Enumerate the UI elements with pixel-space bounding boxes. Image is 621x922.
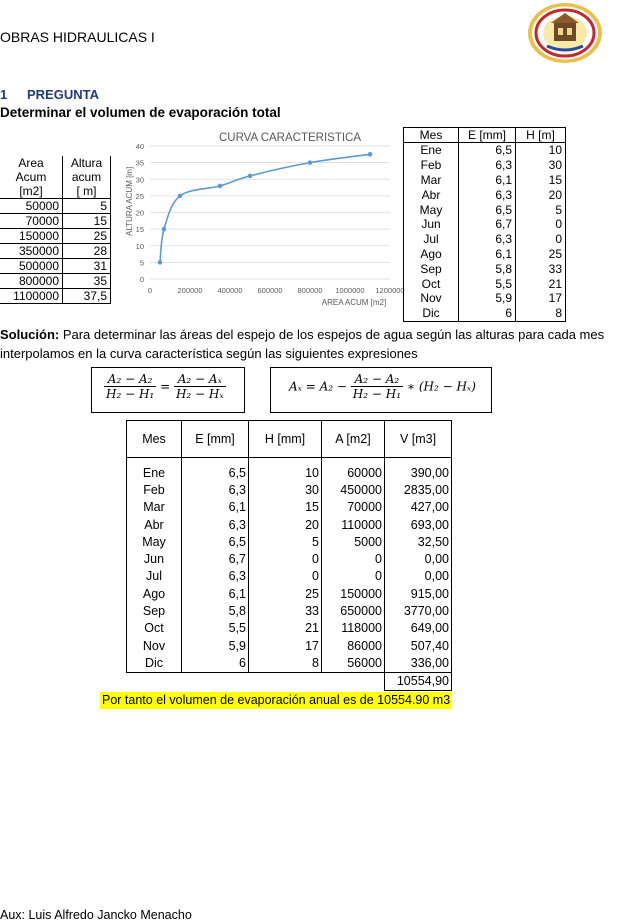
formula-tail: ∗ (H₂ − Hₓ) xyxy=(406,379,476,394)
document-header-title: OBRAS HIDRAULICAS I xyxy=(0,29,155,45)
table-row xyxy=(404,173,566,188)
chart-data-point xyxy=(368,152,373,157)
area-cell: 150000 xyxy=(322,585,385,602)
month-cell: Sep xyxy=(404,261,459,276)
table-row xyxy=(404,291,566,306)
height-cell: 15 xyxy=(249,499,322,516)
chart-ytick-label: 15 xyxy=(135,225,144,235)
table-row xyxy=(404,187,566,202)
chart-ytick-label: 5 xyxy=(139,258,144,268)
chart-data-point xyxy=(248,174,253,179)
area-cell: 118000 xyxy=(322,620,385,637)
chart-ylabel: ALTURA ACUM [m] xyxy=(125,166,134,236)
area-cell: 56000 xyxy=(322,654,385,672)
area-header: Area Acum [m2] xyxy=(0,156,63,199)
chart-xtick-label: 200000 xyxy=(177,286,203,295)
height-cell: 25 xyxy=(249,585,322,602)
volume-cell: 915,00 xyxy=(385,585,452,602)
formula-denominator: H₂ − H₁ xyxy=(352,387,402,401)
chart-xtick-label: 1000000 xyxy=(335,286,365,295)
volume-cell: 32,50 xyxy=(385,533,452,550)
evap-cell: 6,5 xyxy=(182,533,249,550)
evap-cell: 6,5 xyxy=(459,202,516,217)
area-cell: 150000 xyxy=(0,229,63,244)
height-cell: 15 xyxy=(516,173,566,188)
month-cell: May xyxy=(404,202,459,217)
chart-xtick-label: 800000 xyxy=(297,286,323,295)
month-cell: Abr xyxy=(404,187,459,202)
height-cell: 25 xyxy=(63,229,111,244)
evap-cell: 5,9 xyxy=(182,637,249,654)
month-cell: Nov xyxy=(404,291,459,306)
table-row xyxy=(0,289,111,304)
volume-cell: 427,00 xyxy=(385,499,452,516)
empty-cell xyxy=(127,672,182,690)
solution-label: Solución: xyxy=(0,327,60,342)
formula-fraction-right xyxy=(174,372,226,401)
table-row xyxy=(0,259,111,274)
chart-data-point xyxy=(158,260,163,265)
evap-cell: 6,1 xyxy=(182,585,249,602)
total-volume-cell: 10554,90 xyxy=(385,672,452,690)
table-row xyxy=(127,602,452,619)
formula-lhs: Aₓ = A₂ − xyxy=(289,379,347,394)
evap-cell: 6,3 xyxy=(182,481,249,498)
table-row xyxy=(0,214,111,229)
evap-cell: 6,5 xyxy=(459,143,516,158)
chart-ytick-label: 40 xyxy=(135,142,144,151)
e-header: E [mm] xyxy=(459,128,516,143)
table-row xyxy=(0,199,111,214)
table-row xyxy=(127,499,452,516)
empty-cell xyxy=(249,672,322,690)
area-cell: 70000 xyxy=(0,214,63,229)
table-row xyxy=(404,143,566,158)
evap-cell: 5,8 xyxy=(459,261,516,276)
area-cell: 500000 xyxy=(0,259,63,274)
interpolation-formula-box xyxy=(91,367,245,413)
height-cell: 10 xyxy=(249,464,322,481)
solution-text: Para determinar las áreas del espejo de los espejos de agua según las alturas para cada mes interpolamos en la curva característica según las siguientes expresiones xyxy=(0,327,605,361)
height-cell: 15 xyxy=(63,214,111,229)
area-cell: 110000 xyxy=(322,516,385,533)
chart-title: CURVA CARACTERISTICA xyxy=(218,132,362,144)
height-cell: 5 xyxy=(516,202,566,217)
question-subtitle: Determinar el volumen de evaporación total xyxy=(0,105,281,120)
empty-cell xyxy=(322,672,385,690)
evap-cell: 5,8 xyxy=(182,602,249,619)
month-cell: Mar xyxy=(404,173,459,188)
height-cell: 25 xyxy=(516,247,566,262)
chart-ytick-label: 10 xyxy=(135,241,144,251)
month-cell: Dic xyxy=(404,306,459,321)
chart-xtick-label: 600000 xyxy=(257,286,283,295)
evap-cell: 6,3 xyxy=(459,158,516,173)
table-row xyxy=(0,244,111,259)
h-header: H [m] xyxy=(516,128,566,143)
formula-numerator: A₂ − A₂ xyxy=(104,372,156,387)
question-heading: PREGUNTA xyxy=(27,87,99,102)
formula-fraction-left xyxy=(104,372,156,401)
table-row xyxy=(127,568,452,585)
height-cell: 10 xyxy=(516,143,566,158)
area-cell: 450000 xyxy=(322,481,385,498)
area-cell: 1100000 xyxy=(0,289,63,304)
table-row xyxy=(404,232,566,247)
table-row xyxy=(127,481,452,498)
month-cell: Jul xyxy=(404,232,459,247)
height-cell: 0 xyxy=(516,217,566,232)
table-row xyxy=(127,550,452,567)
height-cell: 28 xyxy=(63,244,111,259)
volume-cell: 336,00 xyxy=(385,654,452,672)
table-row xyxy=(127,533,452,550)
height-cell: 31 xyxy=(63,259,111,274)
height-cell: 35 xyxy=(63,274,111,289)
height-cell: 21 xyxy=(516,276,566,291)
area-cell: 70000 xyxy=(322,499,385,516)
formula-denominator: H₂ − Hₓ xyxy=(175,387,224,401)
chart-ytick-label: 20 xyxy=(135,208,144,218)
chart-data-point xyxy=(178,194,183,199)
chart-ytick-label: 30 xyxy=(135,175,144,185)
evap-cell: 6 xyxy=(182,654,249,672)
volume-cell: 390,00 xyxy=(385,464,452,481)
evap-cell: 6,3 xyxy=(459,232,516,247)
chart-xlabel: AREA ACUM [m2] xyxy=(321,298,387,307)
area-cell: 650000 xyxy=(322,602,385,619)
volume-cell: 693,00 xyxy=(385,516,452,533)
height-cell: 30 xyxy=(249,481,322,498)
height-cell: 30 xyxy=(516,158,566,173)
table-row xyxy=(127,585,452,602)
chart-xtick-label: 1200000 xyxy=(375,286,405,295)
formula-numerator: A₂ − Aₓ xyxy=(174,372,226,387)
table-row xyxy=(127,516,452,533)
chart-ytick-label: 0 xyxy=(139,275,144,284)
footer-author: Aux: Luis Alfredo Jancko Menacho xyxy=(0,908,192,922)
chart-ytick-label: 25 xyxy=(135,191,144,201)
height-cell: 20 xyxy=(249,516,322,533)
month-cell: Ene xyxy=(404,143,459,158)
month-cell: Ago xyxy=(404,247,459,262)
volume-cell: 649,00 xyxy=(385,620,452,637)
area-cell: 5000 xyxy=(322,533,385,550)
month-cell: Nov xyxy=(127,637,182,654)
area-cell: 0 xyxy=(322,568,385,585)
volume-cell: 507,40 xyxy=(385,637,452,654)
height-cell: 21 xyxy=(249,620,322,637)
evap-cell: 6,1 xyxy=(459,173,516,188)
monthly-evaporation-table xyxy=(403,127,566,322)
height-cell: 0 xyxy=(516,232,566,247)
height-cell: 8 xyxy=(249,654,322,672)
evap-cell: 6,1 xyxy=(459,247,516,262)
evap-cell: 6,5 xyxy=(182,464,249,481)
evap-cell: 6,7 xyxy=(459,217,516,232)
evap-cell: 5,5 xyxy=(182,620,249,637)
month-cell: Ene xyxy=(127,464,182,481)
vol-e-header: E [mm] xyxy=(182,421,249,458)
evap-cell: 6,3 xyxy=(459,187,516,202)
vol-a-header: A [m2] xyxy=(322,421,385,458)
chart-xtick-label: 400000 xyxy=(217,286,243,295)
month-cell: Jul xyxy=(127,568,182,585)
month-cell: Dic xyxy=(127,654,182,672)
height-cell: 5 xyxy=(63,199,111,214)
chart-data-point xyxy=(162,227,167,232)
table-row xyxy=(404,202,566,217)
month-cell: Abr xyxy=(127,516,182,533)
volume-cell: 0,00 xyxy=(385,568,452,585)
evap-cell: 6,3 xyxy=(182,568,249,585)
characteristic-curve-chart xyxy=(118,126,405,314)
area-height-table xyxy=(0,156,111,304)
chart-xtick-label: 0 xyxy=(147,286,153,295)
month-cell: Ago xyxy=(127,585,182,602)
evap-cell: 6,7 xyxy=(182,550,249,567)
area-cell: 60000 xyxy=(322,464,385,481)
table-row xyxy=(0,274,111,289)
table-row xyxy=(0,229,111,244)
month-cell: Oct xyxy=(404,276,459,291)
area-cell: 86000 xyxy=(322,637,385,654)
chart-data-point xyxy=(308,160,313,165)
chart-series-line xyxy=(160,154,370,262)
chart-data-point xyxy=(218,184,223,189)
formula-denominator: H₂ − H₁ xyxy=(106,387,155,401)
empty-cell xyxy=(182,672,249,690)
evap-cell: 5,5 xyxy=(459,276,516,291)
height-cell: 5 xyxy=(249,533,322,550)
height-cell: 33 xyxy=(249,602,322,619)
table-row xyxy=(404,276,566,291)
height-cell: 8 xyxy=(516,306,566,321)
month-cell: Oct xyxy=(127,620,182,637)
month-cell: Feb xyxy=(404,158,459,173)
height-cell: 0 xyxy=(249,550,322,567)
month-cell: Jun xyxy=(404,217,459,232)
height-cell: 20 xyxy=(516,187,566,202)
height-cell: 17 xyxy=(249,637,322,654)
table-row xyxy=(127,654,452,672)
vol-mes-header: Mes xyxy=(127,421,182,458)
mes-header: Mes xyxy=(404,128,459,143)
area-cell: 350000 xyxy=(0,244,63,259)
formula-fraction xyxy=(351,372,403,401)
chart-ytick-label: 35 xyxy=(135,158,144,168)
area-formula-box xyxy=(270,367,492,413)
height-cell: 0 xyxy=(249,568,322,585)
height-cell: 37,5 xyxy=(63,289,111,304)
solution-paragraph xyxy=(0,325,612,363)
table-row xyxy=(404,217,566,232)
month-cell: Mar xyxy=(127,499,182,516)
month-cell: Feb xyxy=(127,481,182,498)
evap-cell: 6,3 xyxy=(182,516,249,533)
conclusion-highlight: Por tanto el volumen de evaporación anual es de 10554.90 m3 xyxy=(102,693,451,707)
month-cell: Sep xyxy=(127,602,182,619)
volume-table xyxy=(126,420,452,691)
table-row xyxy=(404,306,566,321)
evap-cell: 5,9 xyxy=(459,291,516,306)
total-row xyxy=(127,672,452,690)
university-seal-logo xyxy=(527,2,603,64)
volume-cell: 2835,00 xyxy=(385,481,452,498)
formula-equals: = xyxy=(160,379,171,394)
table-row xyxy=(127,464,452,481)
table-row xyxy=(404,247,566,262)
evap-cell: 6,1 xyxy=(182,499,249,516)
area-cell: 50000 xyxy=(0,199,63,214)
question-number: 1 xyxy=(0,87,8,102)
table-row xyxy=(404,261,566,276)
height-cell: 17 xyxy=(516,291,566,306)
table-row xyxy=(127,620,452,637)
table-row xyxy=(404,158,566,173)
vol-v-header: V [m3] xyxy=(385,421,452,458)
area-cell: 800000 xyxy=(0,274,63,289)
volume-cell: 3770,00 xyxy=(385,602,452,619)
table-row xyxy=(127,637,452,654)
height-cell: 33 xyxy=(516,261,566,276)
month-cell: May xyxy=(127,533,182,550)
evap-cell: 6 xyxy=(459,306,516,321)
area-cell: 0 xyxy=(322,550,385,567)
month-cell: Jun xyxy=(127,550,182,567)
formula-numerator: A₂ − A₂ xyxy=(351,372,403,387)
vol-h-header: H [mm] xyxy=(249,421,322,458)
volume-cell: 0,00 xyxy=(385,550,452,567)
height-header: Altura acum [ m] xyxy=(63,156,111,199)
